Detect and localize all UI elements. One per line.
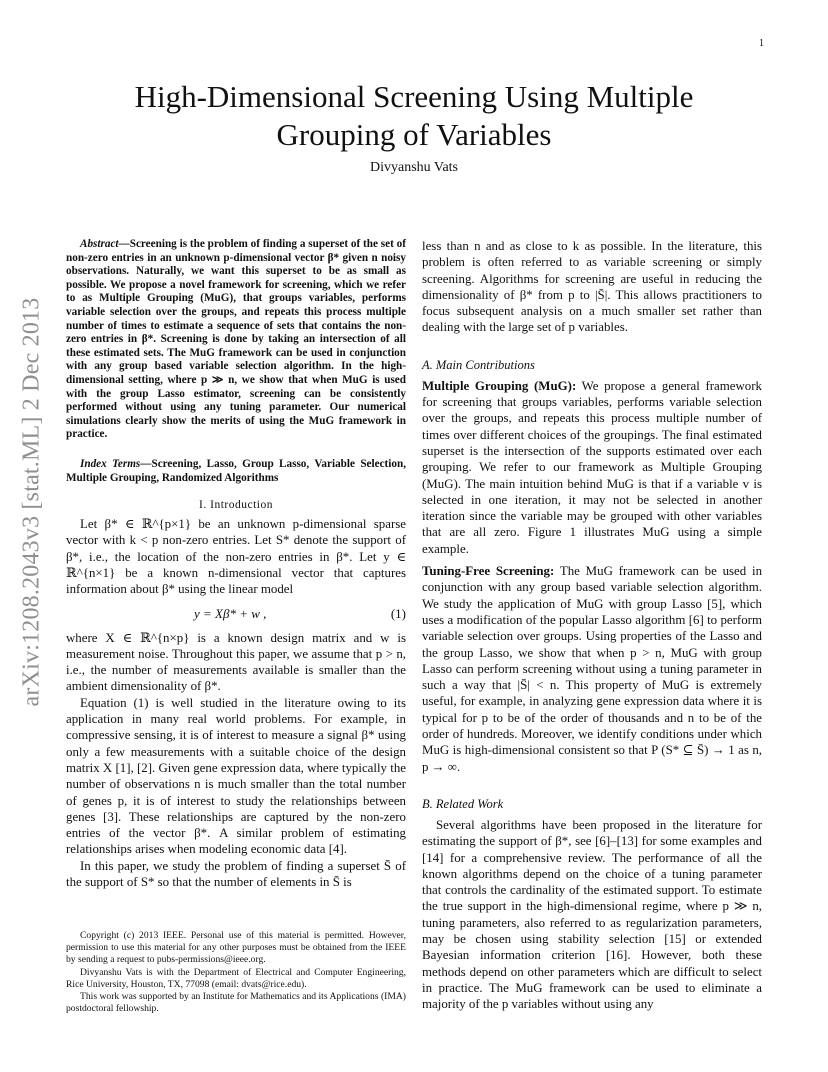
index-terms	[66, 458, 406, 485]
subsection-heading-related-work: B. Related Work	[422, 796, 504, 811]
mug-paragraph	[422, 378, 762, 557]
equation-1-body: y = Xβ* + w ,	[194, 605, 267, 621]
mug-paragraph-title: Multiple Grouping (MuG):	[422, 378, 577, 393]
abstract-text: —Screening is the problem of finding a superset of the set of non-zero entries in an unknown p-dimensional vector β* given n noisy observations. Naturally, we want this superset to be as small as possible. We propose a novel framework for screening, which we refer to as Multiple Grouping (MuG), that groups variables, performs variable selection over the groups, and repeats this process multiple number of times to estimate a sequence of sets that contains the non-zero entries in β*. Screening is done by taking an intersection of all these estimated sets. The MuG framework can be used in conjunction with any group based variable selection algorithm. In the high-dimensional setting, where p ≫ n, we show that when MuG is used with the group Lasso estimator, screening can be consistently performed without using any tuning parameter. Our numerical simulations clearly show the merits of using the MuG framework in practice.	[66, 238, 406, 441]
equation-1	[66, 602, 406, 628]
tuning-free-paragraph-title: Tuning-Free Screening:	[422, 564, 555, 579]
author-name: Divyanshu Vats	[369, 160, 459, 175]
paper-title	[0, 78, 828, 154]
equation-1-number: (1)	[390, 605, 406, 621]
arxiv-stamp	[10, 262, 54, 742]
abstract-label: Abstract	[80, 238, 119, 250]
arxiv-stamp-text: arXiv:1208.2043v3 [stat.ML] 2 Dec 2013	[18, 297, 45, 707]
title-line-1: High-Dimensional Screening Using Multiple	[134, 79, 694, 114]
related-work-paragraph: Several algorithms have been proposed in the literature for estimating the support of β*, see [6]–[13] for some examples and [14] for a comprehensive review. The performance of all the known algorithms depend on the choice of a tuning parameter that controls the cardinality of the estimated support. To estimate the true support in the high-dimensional regime, where p ≫ n, tuning parameters, also referred to as regularization parameters, may be chosen using stability selection [15] or extended Bayesian information criterion [16]. However, both these methods depend on other parameters which are difficult to select in practice. The MuG framework can be used to eliminate a majority of the p variables without using any	[422, 817, 762, 1012]
footnotes	[66, 930, 406, 1015]
page-number: 1	[759, 38, 764, 49]
right-paragraph-1: less than n and as close to k as possible. In the literature, this problem is often referred to as variable screening or simply screening. Algorithms for screening are useful in reducing the dimensionality of β* from p to |S̄|. This allows practitioners to focus subsequent analysis on a much smaller set rather than dealing with the large set of p variables.	[422, 239, 762, 335]
title-line-2: Grouping of Variables	[276, 117, 552, 152]
footnote-affiliation: Divyanshu Vats is with the Department of Electrical and Computer Engineering, Rice University, Houston, TX, 77098 (email: dvats@rice.edu).	[66, 966, 406, 990]
mug-paragraph-text: We propose a general framework for screening that groups variables, performs variable selection over the groups, and repeats this process multiple number of times over different choices of the groupings. The final estimated superset is the intersection of the supports estimated over each grouping. We refer to our framework as Multiple Grouping (MuG). The main intuition behind MuG is that if a variable v is selected in one iteration, it may not be selected in another iteration since the variable may be grouped with other variables that are all zero. Figure 1 illustrates MuG using a simple example.	[422, 378, 762, 556]
intro-paragraph-3: Equation (1) is well studied in the literature owing to its application in many real world problems. For example, in compressive sensing, it is of interest to measure a signal β* using only a few measurements with a suitable choice of the design matrix X [1], [2]. Given gene expression data, where typically the number of observations n is much smaller than the total number of genes p, it is of interest to study the relationships between genes [3]. These relationships are captured by the non-zero entries of the vector β*. A similar problem of estimating relationships arises when modeling economic data [4].	[66, 695, 406, 857]
index-terms-text: —Screening, Lasso, Group Lasso, Variable Selection, Multiple Grouping, Randomized Algorithms	[66, 457, 406, 484]
index-terms-label: Index Terms	[80, 457, 141, 470]
tuning-free-paragraph-text: The MuG framework can be used in conjunction with any group based variable selection algorithm. We study the application of MuG with group Lasso [5], which uses a modification of the popular Lasso algorithm [6] to perform variable selection over groups. Using properties of the Lasso and the group Lasso, we show that when p > n, MuG with group Lasso can perform screening without using a tuning parameter in such a way that |S̄| < n. This property of MuG is extremely useful, for example, in analyzing gene expression data where it is typical for p to be of the order of thousands and n to be of the order of hundreds. Moreover, we identify conditions under which MuG is high-dimensional consistent so that P (S* ⊆ S̄) → 1 as n, p → ∞.	[422, 564, 763, 774]
left-column	[66, 238, 406, 890]
tuning-free-paragraph	[422, 563, 762, 775]
right-column	[422, 238, 762, 1012]
intro-paragraph-2: where X ∈ ℝ^{n×p} is a known design matrix and w is measurement noise. Throughout this paper, we assume that p > n, i.e., the number of measurements available is smaller than the ambient dimensionality of β*.	[66, 630, 406, 694]
intro-paragraph-1: Let β* ∈ ℝ^{p×1} be an unknown p-dimensional sparse vector with k < p non-zero entries. Let S* denote the support of β*, i.e., the location of the non-zero entries in β*. Let y ∈ ℝ^{n×1} be a known n-dimensional vector that captures information about β* using the linear model	[66, 517, 406, 597]
footnote-copyright: Copyright (c) 2013 IEEE. Personal use of this material is permitted. However, permission to use this material for any other purposes must be obtained from the IEEE by sending a request to pubs-permissions@ieee.org.	[66, 930, 406, 966]
intro-paragraph-4: In this paper, we study the problem of finding a superset S̄ of the support of S* so that the number of elements in S̄ is	[66, 858, 406, 890]
subsection-heading-main-contributions: A. Main Contributions	[422, 357, 535, 372]
footnote-funding: This work was supported by an Institute for Mathematics and its Applications (IMA) postdoctoral fellowship.	[66, 991, 406, 1015]
section-heading-introduction: I. Introduction	[199, 499, 273, 512]
abstract	[66, 238, 406, 442]
